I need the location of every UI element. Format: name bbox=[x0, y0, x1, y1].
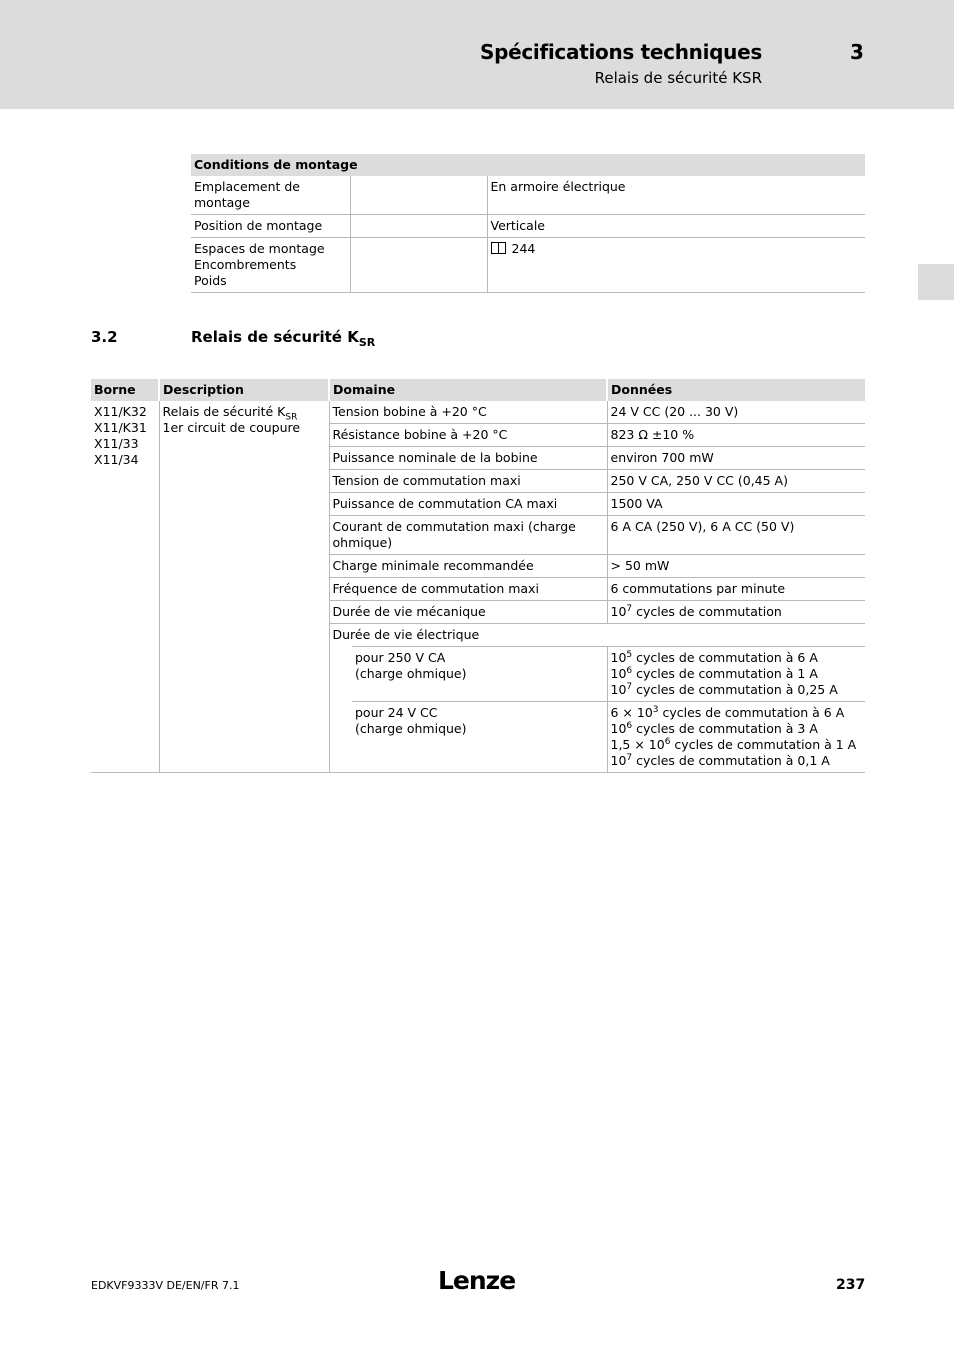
value-cell: 823 Ω ±10 % bbox=[607, 424, 865, 447]
description-cell: Relais de sécurité $K_{SR}$ 1er circuit de coupure bbox=[159, 401, 329, 772]
value-cell: 250 V CA, 250 V CC (0,45 A) bbox=[607, 470, 865, 493]
book-icon bbox=[491, 242, 506, 254]
value-cell: > 50 mW bbox=[607, 555, 865, 578]
domain-cell: Puissance de commutation CA maxi bbox=[329, 493, 607, 516]
row-value: En armoire électrique bbox=[487, 176, 865, 215]
row-label: Espaces de montage Encombrements Poids bbox=[191, 238, 350, 293]
indent-cell bbox=[329, 702, 352, 773]
value-cell: 6 commutations par minute bbox=[607, 578, 865, 601]
row-value: Verticale bbox=[487, 215, 865, 238]
table-row bbox=[191, 215, 865, 238]
safety-relay-table bbox=[91, 379, 865, 773]
section-number: 3.2 bbox=[91, 328, 118, 346]
page-number: 237 bbox=[836, 1277, 866, 1293]
sub-domain-cell: pour 24 V CC (charge ohmique) bbox=[352, 702, 607, 773]
domain-cell: Tension bobine à +20 °C bbox=[329, 401, 607, 424]
domain-cell: Charge minimale recommandée bbox=[329, 555, 607, 578]
value-cell: environ 700 mW bbox=[607, 447, 865, 470]
value-cell: 1500 VA bbox=[607, 493, 865, 516]
empty-cell bbox=[350, 238, 487, 293]
domain-cell: Fréquence de commutation maxi bbox=[329, 578, 607, 601]
table-row bbox=[91, 401, 865, 424]
domain-cell: Puissance nominale de la bobine bbox=[329, 447, 607, 470]
value-cell: $6 \times 10^3$ cycles de commutation à 6 A $10^6$ cycles de commutation à 3 A $1,5 \times 10^6$ cycles de commutation à 1 A $10^7$ cycles de commutation à 0,1 A bbox=[607, 702, 865, 773]
domain-cell: Durée de vie électrique bbox=[332, 627, 480, 642]
row-label: Emplacement de montage bbox=[191, 176, 350, 215]
value-cell: 24 V CC (20 ... 30 V) bbox=[607, 401, 865, 424]
mounting-table-heading: Conditions de montage bbox=[191, 154, 865, 176]
column-header-domaine: Domaine bbox=[329, 379, 607, 401]
empty-cell bbox=[350, 215, 487, 238]
section-title: Relais de sécurité $K_{SR}$ bbox=[191, 328, 376, 349]
domain-cell: Courant de commutation maxi (charge ohmique) bbox=[329, 516, 607, 555]
domain-cell: Tension de commutation maxi bbox=[329, 470, 607, 493]
table-row bbox=[191, 238, 865, 293]
table-row bbox=[191, 176, 865, 215]
value-cell: $10^7$ cycles de commutation bbox=[607, 601, 865, 624]
page-title: Spécifications techniques bbox=[479, 40, 762, 64]
chapter-number: 3 bbox=[850, 40, 864, 64]
header-band bbox=[0, 0, 954, 109]
domain-cell: Résistance bobine à +20 °C bbox=[329, 424, 607, 447]
column-header-borne: Borne bbox=[91, 379, 159, 401]
lenze-logo: Lenze bbox=[438, 1266, 516, 1295]
page-reference[interactable]: 244 bbox=[487, 238, 865, 293]
domain-cell: Durée de vie mécanique bbox=[329, 601, 607, 624]
empty-cell bbox=[350, 176, 487, 215]
indent-cell bbox=[329, 647, 352, 702]
sub-domain-cell: pour 250 V CA (charge ohmique) bbox=[352, 647, 607, 702]
column-header-donnees: Données bbox=[607, 379, 865, 401]
value-cell: $10^5$ cycles de commutation à 6 A $10^6$ cycles de commutation à 1 A $10^7$ cycles de commutation à 0,25 A bbox=[607, 647, 865, 702]
column-header-description: Description bbox=[159, 379, 329, 401]
page-subtitle: Relais de sécurité KSR bbox=[594, 69, 762, 87]
row-label: Position de montage bbox=[191, 215, 350, 238]
value-cell: 6 A CA (250 V), 6 A CC (50 V) bbox=[607, 516, 865, 555]
borne-cell: X11/K32 X11/K31 X11/33 X11/34 bbox=[91, 401, 159, 772]
chapter-tab bbox=[918, 264, 954, 300]
mounting-conditions-table bbox=[191, 154, 865, 293]
document-code: EDKVF9333V DE/EN/FR 7.1 bbox=[91, 1279, 240, 1292]
